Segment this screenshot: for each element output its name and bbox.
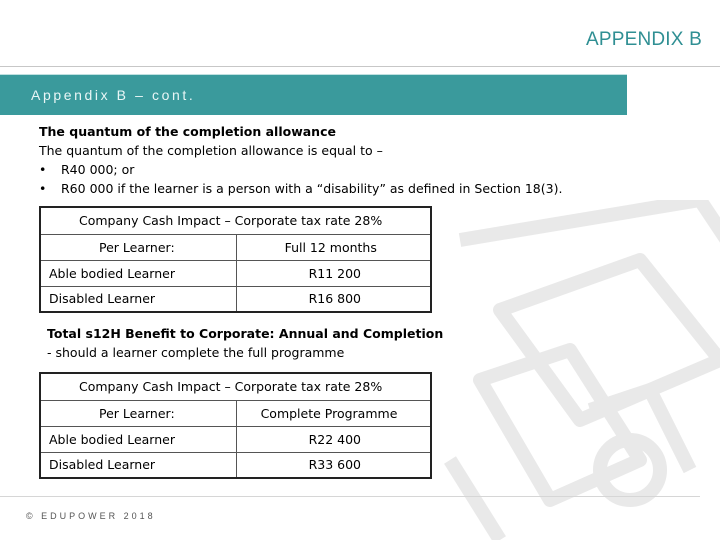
row-value: R16 800	[236, 286, 431, 312]
total-benefit-note	[47, 324, 443, 362]
row-label: Able bodied Learner	[40, 426, 236, 452]
table-caption: Company Cash Impact – Corporate tax rate 28%	[40, 373, 431, 400]
row-label: Able bodied Learner	[40, 260, 236, 286]
table-caption: Company Cash Impact – Corporate tax rate 28%	[40, 207, 431, 234]
row-value: R11 200	[236, 260, 431, 286]
footer-copyright: © EDUPOWER 2018	[26, 511, 156, 521]
total-subline: - should a learner complete the full programme	[47, 345, 345, 360]
header-divider	[0, 66, 720, 67]
table-row	[40, 260, 431, 286]
table-header-period: Full 12 months	[236, 234, 431, 260]
cash-impact-table-completion	[39, 372, 432, 479]
intro-line: The quantum of the completion allowance is equal to –	[39, 143, 383, 158]
slide-title: APPENDIX B	[585, 29, 702, 50]
bullet-item	[39, 160, 562, 179]
row-label: Disabled Learner	[40, 286, 236, 312]
intro-heading: The quantum of the completion allowance	[39, 124, 336, 139]
background-watermark-graphic	[440, 200, 720, 540]
table-header-per-learner: Per Learner:	[40, 234, 236, 260]
intro-block	[39, 122, 562, 198]
bullet-text: R60 000 if the learner is a person with a “disability” as defined in Section 18(3).	[61, 181, 563, 196]
row-label: Disabled Learner	[40, 452, 236, 478]
bullet-item	[39, 179, 562, 198]
footer-divider	[0, 496, 700, 497]
bullet-glyph: •	[39, 181, 47, 196]
bullet-glyph: •	[39, 162, 47, 177]
row-value: R33 600	[236, 452, 431, 478]
cash-impact-table-annual	[39, 206, 432, 313]
table-header-per-learner: Per Learner:	[40, 400, 236, 426]
row-value: R22 400	[236, 426, 431, 452]
total-heading: Total s12H Benefit to Corporate: Annual and Completion	[47, 326, 444, 341]
table-row	[40, 452, 431, 478]
bullet-text: R40 000; or	[61, 162, 135, 177]
section-band	[0, 74, 627, 115]
table-header-period: Complete Programme	[236, 400, 431, 426]
table-row	[40, 426, 431, 452]
table-row	[40, 286, 431, 312]
section-band-label: Appendix B – cont.	[31, 87, 196, 103]
